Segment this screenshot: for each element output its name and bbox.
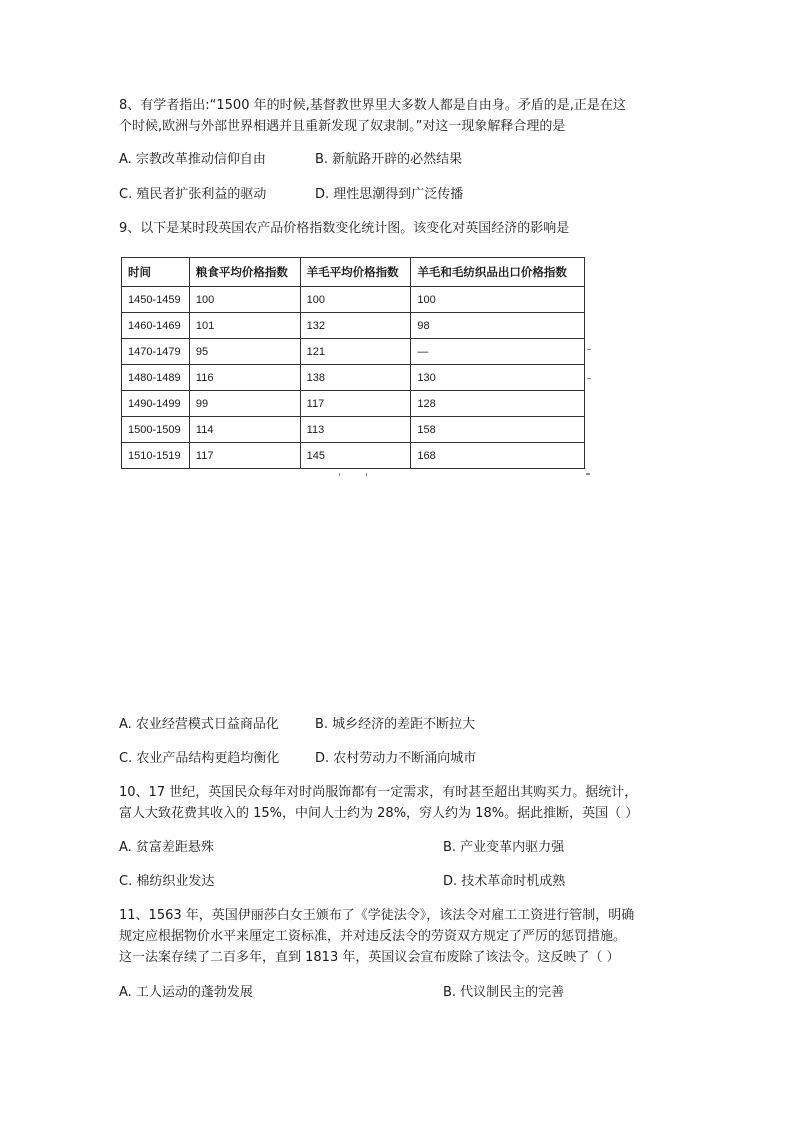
table-cell: 1460-1469 <box>122 313 190 339</box>
scan-mark <box>586 473 590 475</box>
table-cell: 121 <box>300 339 411 365</box>
table-row <box>122 365 585 391</box>
table-cell: 128 <box>411 391 585 417</box>
table-cell: 132 <box>300 313 411 339</box>
table-cell: 1500-1509 <box>122 417 190 443</box>
scan-mark <box>587 349 591 350</box>
table-cell: 145 <box>300 443 411 469</box>
table-row <box>122 339 585 365</box>
q8-option-b: B. 新航路开辟的必然结果 <box>315 152 463 167</box>
table-row <box>122 391 585 417</box>
q11-option-a: A. 工人运动的蓬勃发展 <box>119 985 253 1000</box>
table-cell: 100 <box>411 287 585 313</box>
table-cell: 1510-1519 <box>122 443 190 469</box>
q9-option-b: B. 城乡经济的差距不断拉大 <box>315 717 476 732</box>
q10-option-a: A. 贫富差距悬殊 <box>119 840 214 855</box>
table-cell: 99 <box>189 391 300 417</box>
table-cell: 130 <box>411 365 585 391</box>
q11-option-b: B. 代议制民主的完善 <box>443 985 565 1000</box>
table-row <box>122 443 585 469</box>
q10-option-c: C. 棉纺织业发达 <box>119 874 215 889</box>
table-cell: 116 <box>189 365 300 391</box>
q8-option-c: C. 殖民者扩张利益的驱动 <box>119 187 267 202</box>
table-cell: 1450-1459 <box>122 287 190 313</box>
table-row <box>122 417 585 443</box>
q9-option-a: A. 农业经营模式日益商品化 <box>119 717 279 732</box>
table-row <box>122 287 585 313</box>
question-11-line-1: 11、1563 年，英国伊丽莎白女王颁布了《学徒法令》，该法令对雇工工资进行管制，明确 <box>119 908 635 923</box>
table-header-cell: 羊毛平均价格指数 <box>300 258 411 287</box>
table-cell: 95 <box>189 339 300 365</box>
table-header-cell: 羊毛和毛纺织品出口价格指数 <box>411 258 585 287</box>
table-cell: 138 <box>300 365 411 391</box>
table-cell: 100 <box>189 287 300 313</box>
question-10-line-1: 10、17 世纪，英国民众每年对时尚服饰都有一定需求，有时甚至超出其购买力。据统计， <box>119 785 638 800</box>
q9-option-c: C. 农业产品结构更趋均衡化 <box>119 751 280 766</box>
question-11-line-2: 规定应根据物价水平来厘定工资标准，并对违反法令的劳资双方规定了严厉的惩罚措施。 <box>119 929 627 944</box>
table-cell: 101 <box>189 313 300 339</box>
table-cell: — <box>411 339 585 365</box>
q8-option-d: D. 理性思潮得到广泛传播 <box>315 187 464 202</box>
scan-mark <box>339 473 340 476</box>
question-10-line-2: 富人大致花费其收入的 15%，中间人士约为 28%，穷人约为 18%。据此推断，英国（ ） <box>119 806 639 821</box>
table-cell: 98 <box>411 313 585 339</box>
table-cell: 1470-1479 <box>122 339 190 365</box>
price-index-table <box>121 257 585 469</box>
question-8-line-2: 个时候,欧洲与外部世界相遇并且重新发现了奴隶制。”对这一现象解释合理的是 <box>119 119 566 134</box>
question-9-stem: 9、以下是某时段英国农产品价格指数变化统计图。该变化对英国经济的影响是 <box>119 221 570 236</box>
table-row <box>122 313 585 339</box>
table-cell: 158 <box>411 417 585 443</box>
table-header-row <box>122 258 585 287</box>
table-cell: 117 <box>189 443 300 469</box>
scan-mark <box>587 378 591 379</box>
table-cell: 114 <box>189 417 300 443</box>
question-8-line-1: 8、有学者指出:“1500 年的时候,基督教世界里大多数人都是自由身。矛盾的是,正是在这 <box>119 98 626 113</box>
q10-option-d: D. 技术革命时机成熟 <box>443 874 566 889</box>
table-cell: 117 <box>300 391 411 417</box>
q10-option-b: B. 产业变革内驱力强 <box>443 840 565 855</box>
question-11-line-3: 这一法案存续了二百多年，直到 1813 年，英国议会宣布废除了该法令。这反映了（ ） <box>119 950 620 965</box>
q8-option-a: A. 宗教改革推动信仰自由 <box>119 152 266 167</box>
q9-option-d: D. 农村劳动力不断涌向城市 <box>315 751 477 766</box>
table-cell: 1490-1499 <box>122 391 190 417</box>
table-cell: 168 <box>411 443 585 469</box>
table-cell: 1480-1489 <box>122 365 190 391</box>
table-header-cell: 时间 <box>122 258 190 287</box>
table-header-cell: 粮食平均价格指数 <box>189 258 300 287</box>
scan-mark <box>366 473 367 476</box>
table-cell: 113 <box>300 417 411 443</box>
table-cell: 100 <box>300 287 411 313</box>
